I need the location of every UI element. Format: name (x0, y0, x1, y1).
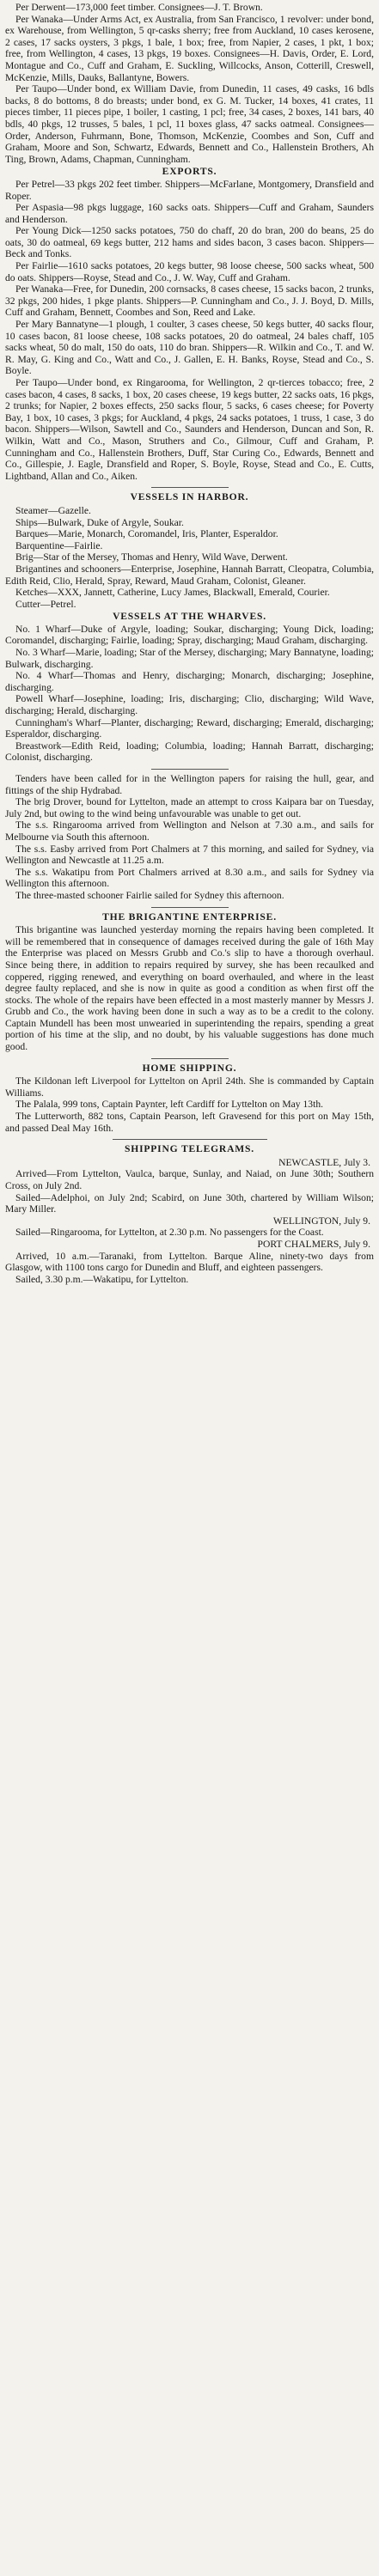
section-divider (151, 487, 229, 488)
shipping-paragraph: Barques—Marie, Monarch, Coromandel, Iris, Planter, Esperaldor. (15, 528, 278, 540)
shipping-paragraph: No. 4 Wharf—Thomas and Henry, discharging; Monarch, discharging; Josephine, discharging. (5, 670, 374, 693)
shipping-paragraph: This brigantine was launched yesterday morning the repairs having been completed. It will be remembered that in consequence of damages received during the gale of 16th May the Enterprise was placed on Messrs Grubb and Co.'s slip to have a thorough overhaul. Since being there, in addition to repairs required by survey, she has been recaulked and coppered, rigging renewed, and everything on board overhauled, and where in the least degree faulty replaced, and she is now in quite as good a condition as when first off the stocks. The whole of the repairs have been effected in a most masterly manner by Messrs J. Grubb and Co., the work having been done in such a way as to be a credit to the colony. Captain Mundell has been most unwearied in superintending the repairs, spending a great portion of his time at the slip, and no doubt, by his valuable suggestions has done much good. (5, 924, 374, 1053)
shipping-paragraph: Cunningham's Wharf—Planter, discharging; Reward, discharging; Emerald, discharging; Esperaldor, discharging. (5, 716, 374, 740)
shipping-paragraph: Steamer—Gazelle. (15, 504, 91, 516)
shipping-paragraph: The three-masted schooner Fairlie sailed for Sydney this afternoon. (15, 889, 284, 901)
section-divider (151, 907, 229, 908)
shipping-paragraph: Cutter—Petrel. (15, 598, 76, 610)
shipping-paragraph: Per Wanaka—Under Arms Act, ex Australia, from San Francisco, 1 revolver: under bond, ex Warehouse, from Wellington, 5 qr-casks sherry; free from Auckland, 10 cases kerosene, 2 cases, 17 sacks oysters, 3 pkgs, 1 bale, 1 box; free, from Napier, 2 cases, 1 pkt, 1 box; free, from Wellington, 4 cases, 13 pkgs, 19 boxes. Consignees—H. Davis, Order, E. Lord, Montague and Co., Cuff and Graham, E. Suckling, Willcocks, Anson, Cotterill, Creswell, McKenzie, Mills, Dauks, Ballantyne, Bowers. (5, 13, 374, 83)
section-heading: SHIPPING TELEGRAMS. (125, 1143, 254, 1155)
shipping-paragraph: Per Petrel—33 pkgs 202 feet timber. Shippers—McFarlane, Montgomery, Dransfield and Roper. (5, 178, 374, 202)
section-heading: THE BRIGANTINE ENTERPRISE. (102, 910, 277, 923)
shipping-paragraph: Per Taupo—Under bond, ex Ringarooma, for Wellington, 2 qr-tierces tobacco; free, 2 cases bacon, 4 cases, 8 sacks, 1 box, 20 cases cheese, 19 kegs butter, 22 sacks oats, 16 pkgs, 2 trunks; for Napier, 2 boxes effects, 250 sacks flour, 5 sacks, 6 cases cheese; for Poverty Bay, 1 box, 10 cases, 3 pkgs; for Auckland, 4 pkgs, 24 sacks potatoes, 1 truss, 1 case, 3 do bacon. Shippers—Wilson, Sawtell and Co., Saunders and Henderson, Duncan and Son, R. Wilkin, Watt and Co., Mason, Struthers and Co., Gilmour, Cuff and Graham, P. Cunningham and Co., Hallenstein Brothers, Duff, Star Curing Co., Edwards, Bennett and Co., Gillespie, J. Eagle, Dransfield and Roper, S. Boyle, Royse, Stead and Co., E. Cutts, Lightband, Allan and Co., Aiken. (5, 377, 374, 482)
shipping-paragraph: Per Fairlie—1610 sacks potatoes, 20 kegs butter, 98 loose cheese, 500 sacks wheat, 500 do oats. Shippers—Royse, Stead and Co., J. W. Way, Cuff and Graham. (5, 260, 374, 283)
shipping-paragraph: Per Young Dick—1250 sacks potatoes, 750 do chaff, 20 do bran, 200 do beans, 25 do oats, 30 do oatmeal, 69 kegs butter, 212 hams and sides bacon, 3 cases bacon. Shippers—Beck and Tonks. (5, 225, 374, 260)
shipping-paragraph: Sailed, 3.30 p.m.—Wakatipu, for Lyttelton. (15, 1273, 189, 1285)
subsection-heading: EXPORTS. (162, 166, 217, 178)
shipping-paragraph: Sailed—Ringarooma, for Lyttelton, at 2.30 p.m. No passengers for the Coast. (15, 1227, 324, 1239)
shipping-paragraph: Per Wanaka—Free, for Dunedin, 200 cornsacks, 8 cases cheese, 15 sacks bacon, 2 trunks, 32 pkgs, 200 hides, 1 pkge plants. Shippers—P. Cunningham and Co., J. J. Boyd, D. Mills, Cuff and Graham, Bennett, Coombes and Son, Reed and Lake. (5, 283, 374, 319)
shipping-paragraph: The s.s. Ringarooma arrived from Wellington and Nelson at 7.30 a.m., and sails for Melbourne via South this afternoon. (5, 819, 374, 843)
shipping-paragraph: No. 3 Wharf—Marie, loading; Star of the Mersey, discharging; Mary Bannatyne, loading; Bulwark, discharging. (5, 647, 374, 670)
section-divider (113, 1139, 267, 1140)
section-divider (151, 1058, 229, 1059)
shipping-paragraph: Breastwork—Edith Reid, loading; Columbia, loading; Hannah Barratt, discharging; Colonist, discharging. (5, 740, 374, 764)
shipping-paragraph: Tenders have been called for in the Wellington papers for raising the hull, gear, and fittings of the ship Hydrabad. (5, 773, 374, 796)
shipping-paragraph: The Lutterworth, 882 tons, Captain Pearson, left Gravesend for this port on May 15th, and passed Deal May 16th. (5, 1111, 374, 1134)
shipping-paragraph: The Palala, 999 tons, Captain Paynter, left Cardiff for Lyttelton on May 13th. (15, 1099, 324, 1111)
dateline: PORT CHALMERS, July 9. (257, 1238, 370, 1250)
shipping-paragraph: The s.s. Easby arrived from Port Chalmers at 7 this morning, and sailed for Sydney, via Wellington and Newcastle at 11.25 a.m. (5, 843, 374, 867)
shipping-paragraph: Arrived, 10 a.m.—Taranaki, from Lyttelton. Barque Aline, ninety-two days from Glasgow, with 1100 tons cargo for Dunedin and Bluff, and eighteen passengers. (5, 1250, 374, 1274)
dateline: NEWCASTLE, July 3. (278, 1156, 370, 1168)
shipping-paragraph: The Kildonan left Liverpool for Lyttelton on April 24th. She is commanded by Captain Williams. (5, 1075, 374, 1099)
section-divider (151, 769, 229, 770)
shipping-paragraph: Ships—Bulwark, Duke of Argyle, Soukar. (15, 516, 184, 528)
shipping-paragraph: Arrived—From Lyttelton, Vaulca, barque, Sunlay, and Naiad, on June 30th; Southern Cross, on July 2nd. (5, 1168, 374, 1191)
shipping-paragraph: Barquentine—Fairlie. (15, 539, 103, 551)
shipping-paragraph: Per Derwent—173,000 feet timber. Consignees—J. T. Brown. (15, 2, 263, 13)
dateline: WELLINGTON, July 9. (272, 1215, 370, 1227)
section-heading: HOME SHIPPING. (142, 1062, 237, 1074)
shipping-paragraph: Per Aspasia—98 pkgs luggage, 160 sacks oats. Shippers—Cuff and Graham, Saunders and Henderson. (5, 202, 374, 225)
section-heading: VESSELS IN HARBOR. (130, 491, 249, 503)
shipping-paragraph: Sailed—Adelphoi, on July 2nd; Scabird, on June 30th, chartered by William Wilson; Mary Miller. (5, 1191, 374, 1215)
subsection-heading: VESSELS AT THE WHARVES. (113, 611, 266, 623)
shipping-paragraph: Ketches—XXX, Jannett, Catherine, Lucy James, Blackwall, Emerald, Courier. (15, 587, 330, 599)
shipping-paragraph: Per Taupo—Under bond, ex William Davie, from Dunedin, 11 cases, 49 casks, 16 bdls backs, 8 do bottoms, 8 do breasts; under bond, ex G. M. Tucker, 14 boxes, 41 crates, 11 pieces timber, 11 pieces pipe, 1 boiler, 1 casting, 1 pcl; free, 34 cases, 2 boxes, 141 bars, 40 bdls, 40 pkgs, 12 trusses, 5 bales, 1 pcl, 11 boxes glass, 47 sacks oatmeal. Consignees—Order, Anderson, Fuhrmann, Bone, Thomson, McKenzie, Coombes and Son, Cuff and Graham, Moore and Son, Schwartz, Edwards, Bennett and Co., Hallenstein Brothers, Ah Ting, Brown, Adams, Chapman, Cunningham. (5, 83, 374, 165)
shipping-paragraph: Per Mary Bannatyne—1 plough, 1 coulter, 3 cases cheese, 50 kegs butter, 40 sacks flour, 10 cases bacon, 81 loose cheese, 108 sacks potatoes, 20 do oatmeal, 24 bales chaff, 105 sacks wheat, 50 do malt, 150 do oats, 110 do bran. Shippers—R. Wilkin and Co., T. and W. R. May, G. King and Co., Watt and Co., J. Gallen, E. H. Banks, Royse, Stead and Co., S. Boyle. (5, 319, 374, 377)
shipping-paragraph: The s.s. Wakatipu from Port Chalmers arrived at 8.30 a.m., and sails for Sydney via Wellington this afternoon. (5, 866, 374, 890)
shipping-paragraph: No. 1 Wharf—Duke of Argyle, loading; Soukar, discharging; Young Dick, loading; Coromandel, discharging; Fairlie, loading; Spray, discharging; Maud Graham, discharging. (5, 623, 374, 647)
newspaper-column (0, 0, 379, 1285)
shipping-paragraph: Brig—Star of the Mersey, Thomas and Henry, Wild Wave, Derwent. (15, 551, 288, 563)
shipping-paragraph: Powell Wharf—Josephine, loading; Iris, discharging; Clio, discharging; Wild Wave, discharging; Herald, discharging. (5, 693, 374, 717)
shipping-paragraph: Brigantines and schooners—Enterprise, Josephine, Hannah Barratt, Cleopatra, Columbia, Edith Reid, Clio, Herald, Spray, Reward, Maud Graham, Colonist, Gleaner. (5, 563, 374, 587)
shipping-paragraph: The brig Drover, bound for Lyttelton, made an attempt to cross Kaipara bar on Tuesday, July 2nd, but owing to the wind being unfavourable was unable to get out. (5, 796, 374, 819)
